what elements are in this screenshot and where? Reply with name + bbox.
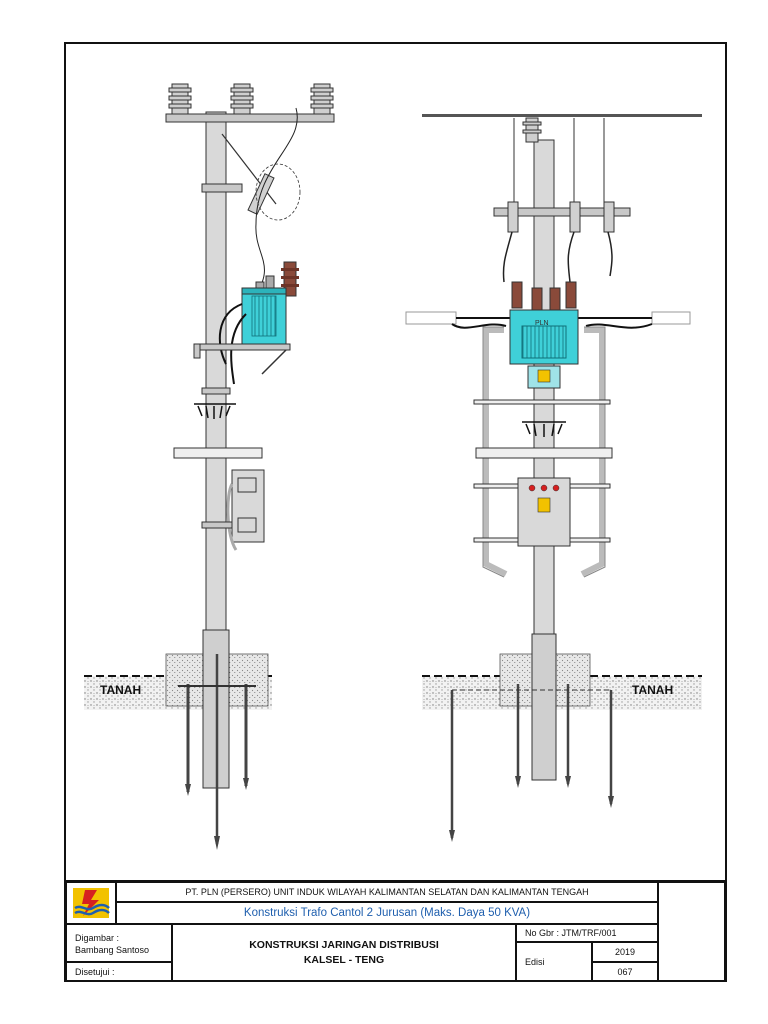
drawn-by-cell — [66, 924, 172, 962]
panel-box-right — [518, 478, 570, 546]
title-line-2: KALSEL - TENG — [303, 954, 385, 966]
approved-by-cell: Disetujui : — [66, 962, 172, 982]
transformer-right — [510, 310, 578, 364]
year-value: 2019 — [592, 942, 658, 962]
drawing-subtitle: Konstruksi Trafo Cantol 2 Jurusan (Maks. Daya 50 KVA) — [116, 902, 658, 924]
ground-label-right: TANAH — [632, 683, 674, 697]
panel-box-left — [228, 470, 264, 550]
transformer-left — [220, 276, 286, 384]
construction-drawing — [66, 44, 729, 880]
side-view — [84, 84, 334, 850]
drawn-by-name: Bambang Santoso — [75, 945, 150, 955]
company-name: PT. PLN (PERSERO) UNIT INDUK WILAYAH KALIMANTAN SELATAN DAN KALIMANTAN TENGAH — [116, 882, 658, 902]
front-view — [406, 114, 702, 842]
edition-value: 067 — [592, 962, 658, 982]
top-cross-arm-right — [422, 114, 702, 117]
title-block — [66, 880, 725, 980]
transformer-label: PLN — [535, 320, 549, 327]
drawn-by-label: Digambar : — [75, 933, 120, 943]
edition-label: Edisi — [516, 942, 592, 982]
drawing-number: No Gbr : JTM/TRF/001 — [516, 924, 658, 942]
pln-logo — [66, 882, 116, 924]
ground-label-left: TANAH — [100, 683, 142, 697]
drawing-sheet — [64, 42, 727, 982]
title-block-corner — [658, 882, 725, 982]
cross-arm-left — [166, 114, 334, 122]
title-line-1: KONSTRUKSI JARINGAN DISTRIBUSI — [249, 939, 439, 951]
main-title — [172, 924, 516, 982]
